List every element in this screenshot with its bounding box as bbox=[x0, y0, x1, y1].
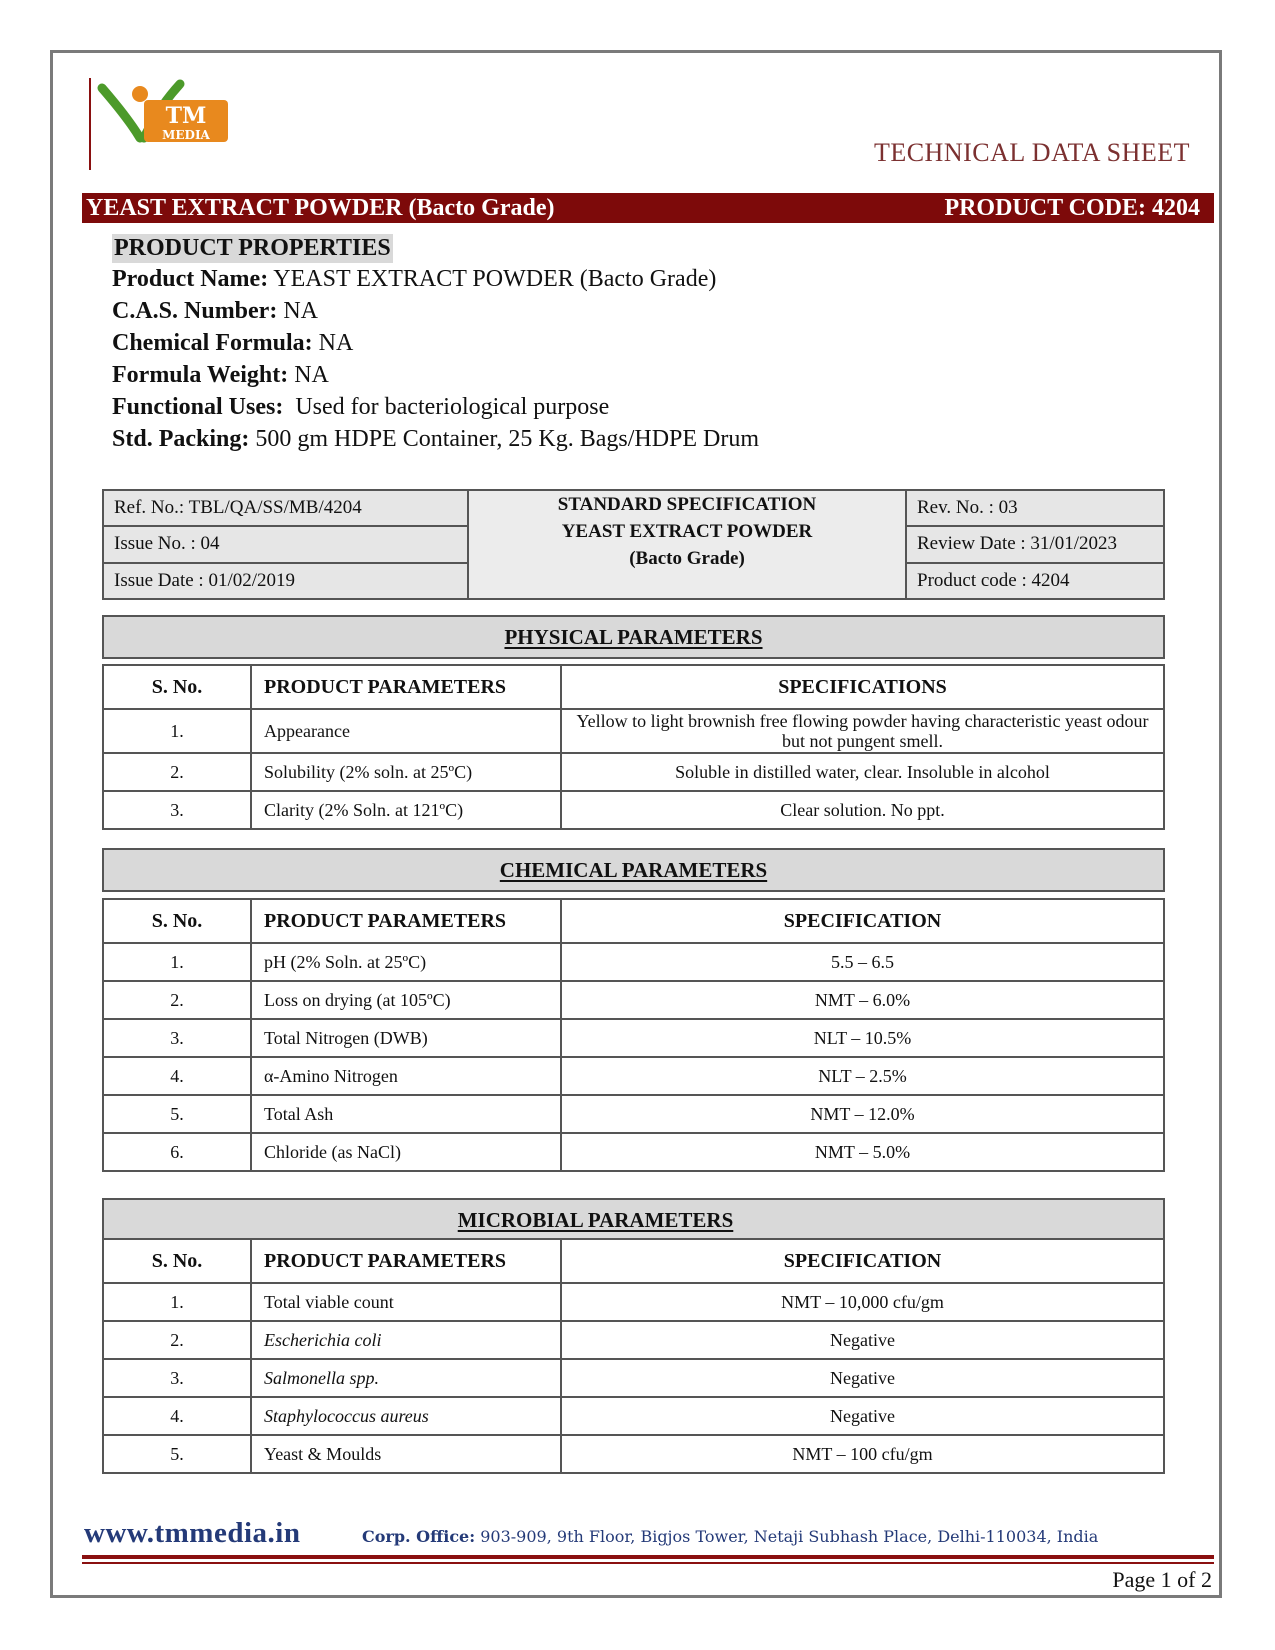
cell-specification: Negative bbox=[561, 1321, 1164, 1359]
cell-parameter: pH (2% Soln. at 25ºC) bbox=[251, 943, 561, 981]
property-value: Used for bacteriological purpose bbox=[295, 394, 610, 420]
microbial-title-text: MICROBIAL PARAMETERS bbox=[457, 1208, 734, 1232]
table-row bbox=[103, 981, 1164, 1019]
table-row bbox=[103, 1283, 1164, 1321]
cell-specification: NLT – 10.5% bbox=[561, 1019, 1164, 1057]
table-header-row bbox=[103, 665, 1164, 709]
cell-specification: Soluble in distilled water, clear. Insoluble in alcohol bbox=[561, 753, 1164, 791]
spec-title bbox=[468, 490, 906, 599]
footer-divider-thick bbox=[82, 1555, 1214, 1559]
cell-specification: NMT – 100 cfu/gm bbox=[561, 1435, 1164, 1473]
spec-header-table bbox=[102, 489, 1165, 600]
footer-office-address bbox=[362, 1527, 1098, 1546]
cell-sno: 4. bbox=[103, 1397, 251, 1435]
rev-no: Rev. No. : 03 bbox=[906, 490, 1164, 526]
cell-specification: Negative bbox=[561, 1397, 1164, 1435]
header-sno: S. No. bbox=[103, 1239, 251, 1283]
header-parameter: PRODUCT PARAMETERS bbox=[251, 1239, 561, 1283]
property-label: Formula Weight: bbox=[112, 362, 289, 388]
table-row bbox=[103, 943, 1164, 981]
cell-sno: 5. bbox=[103, 1095, 251, 1133]
footer-office-label: Corp. Office: bbox=[362, 1527, 476, 1546]
cell-sno: 1. bbox=[103, 709, 251, 753]
product-banner bbox=[82, 193, 1214, 223]
banner-product-name: YEAST EXTRACT POWDER (Bacto Grade) bbox=[86, 194, 555, 221]
cell-parameter: Total viable count bbox=[251, 1283, 561, 1321]
cell-parameter: Loss on drying (at 105ºC) bbox=[251, 981, 561, 1019]
cell-specification: NMT – 12.0% bbox=[561, 1095, 1164, 1133]
table-row bbox=[103, 1397, 1164, 1435]
physical-table bbox=[102, 664, 1165, 830]
tm-media-logo bbox=[88, 78, 248, 173]
table-row bbox=[103, 1019, 1164, 1057]
cell-parameter: Yeast & Moulds bbox=[251, 1435, 561, 1473]
microbial-table bbox=[102, 1238, 1165, 1474]
cell-sno: 4. bbox=[103, 1057, 251, 1095]
document-title: TECHNICAL DATA SHEET bbox=[873, 138, 1190, 167]
banner-product-code: PRODUCT CODE: 4204 bbox=[944, 194, 1200, 221]
spec-product-code: Product code : 4204 bbox=[906, 563, 1164, 599]
cell-parameter: Solubility (2% soln. at 25ºC) bbox=[251, 753, 561, 791]
cell-specification: NMT – 6.0% bbox=[561, 981, 1164, 1019]
property-label: C.A.S. Number: bbox=[112, 298, 278, 324]
cell-parameter: Clarity (2% Soln. at 121ºC) bbox=[251, 791, 561, 829]
cell-sno: 2. bbox=[103, 981, 251, 1019]
table-row bbox=[103, 1435, 1164, 1473]
cell-specification: 5.5 – 6.5 bbox=[561, 943, 1164, 981]
cell-sno: 6. bbox=[103, 1133, 251, 1171]
spec-title-line2: YEAST EXTRACT POWDER bbox=[561, 521, 813, 542]
cell-parameter: Salmonella spp. bbox=[251, 1359, 561, 1397]
property-label: Product Name: bbox=[112, 266, 269, 292]
property-value: NA bbox=[318, 330, 354, 356]
issue-no: Issue No. : 04 bbox=[103, 526, 468, 562]
header-sno: S. No. bbox=[103, 665, 251, 709]
table-row bbox=[103, 709, 1164, 753]
header-specification: SPECIFICATION bbox=[561, 1239, 1164, 1283]
cell-parameter: Chloride (as NaCl) bbox=[251, 1133, 561, 1171]
cell-parameter: Staphylococcus aureus bbox=[251, 1397, 561, 1435]
chemical-section-title bbox=[102, 848, 1165, 892]
table-header-row bbox=[103, 899, 1164, 943]
property-value: 500 gm HDPE Container, 25 Kg. Bags/HDPE Drum bbox=[255, 426, 760, 452]
cell-parameter: Appearance bbox=[251, 709, 561, 753]
header-parameter: PRODUCT PARAMETERS bbox=[251, 665, 561, 709]
physical-section-title bbox=[102, 615, 1165, 659]
logo-text-tm: TM bbox=[165, 103, 207, 129]
table-row bbox=[103, 1321, 1164, 1359]
cell-sno: 3. bbox=[103, 791, 251, 829]
header-specification: SPECIFICATION bbox=[561, 899, 1164, 943]
cell-sno: 5. bbox=[103, 1435, 251, 1473]
table-row bbox=[103, 791, 1164, 829]
cell-parameter: Total Ash bbox=[251, 1095, 561, 1133]
cell-sno: 1. bbox=[103, 943, 251, 981]
property-label: Std. Packing: bbox=[112, 426, 250, 452]
property-formula-weight bbox=[112, 359, 329, 391]
property-value: YEAST EXTRACT POWDER (Bacto Grade) bbox=[273, 266, 717, 292]
physical-title-text: PHYSICAL PARAMETERS bbox=[504, 625, 763, 649]
footer-website-link[interactable]: www.tmmedia.in bbox=[84, 1517, 301, 1549]
property-product-name bbox=[112, 263, 716, 295]
table-row bbox=[103, 1057, 1164, 1095]
table-row bbox=[103, 1359, 1164, 1397]
property-cas-number bbox=[112, 295, 318, 327]
cell-parameter: Escherichia coli bbox=[251, 1321, 561, 1359]
cell-sno: 2. bbox=[103, 753, 251, 791]
chemical-table bbox=[102, 898, 1165, 1172]
table-row bbox=[103, 753, 1164, 791]
cell-sno: 3. bbox=[103, 1019, 251, 1057]
cell-specification: NMT – 10,000 cfu/gm bbox=[561, 1283, 1164, 1321]
property-value: NA bbox=[283, 298, 318, 324]
table-header-row bbox=[103, 1239, 1164, 1283]
cell-specification: NMT – 5.0% bbox=[561, 1133, 1164, 1171]
chemical-title-text: CHEMICAL PARAMETERS bbox=[499, 858, 768, 882]
cell-specification: Clear solution. No ppt. bbox=[561, 791, 1164, 829]
table-row bbox=[103, 1133, 1164, 1171]
spec-title-line1: STANDARD SPECIFICATION bbox=[557, 494, 817, 515]
microbial-section-title bbox=[102, 1198, 1165, 1240]
logo-text-media: MEDIA bbox=[162, 128, 210, 142]
property-functional-uses bbox=[112, 391, 609, 423]
property-chemical-formula bbox=[112, 327, 353, 359]
cell-specification: Negative bbox=[561, 1359, 1164, 1397]
header-parameter: PRODUCT PARAMETERS bbox=[251, 899, 561, 943]
cell-sno: 3. bbox=[103, 1359, 251, 1397]
cell-parameter: Total Nitrogen (DWB) bbox=[251, 1019, 561, 1057]
review-date: Review Date : 31/01/2023 bbox=[906, 526, 1164, 562]
property-label: Functional Uses: bbox=[112, 394, 284, 420]
cell-sno: 1. bbox=[103, 1283, 251, 1321]
spec-title-line3: (Bacto Grade) bbox=[629, 548, 745, 569]
header-specification: SPECIFICATIONS bbox=[561, 665, 1164, 709]
properties-heading: PRODUCT PROPERTIES bbox=[114, 235, 391, 261]
footer-divider-thin bbox=[82, 1562, 1214, 1564]
cell-parameter: α-Amino Nitrogen bbox=[251, 1057, 561, 1095]
header-sno: S. No. bbox=[103, 899, 251, 943]
issue-date: Issue Date : 01/02/2019 bbox=[103, 563, 468, 599]
property-std-packing bbox=[112, 423, 759, 455]
table-row bbox=[103, 1095, 1164, 1133]
page-number: Page 1 of 2 bbox=[1112, 1567, 1212, 1592]
property-value: NA bbox=[294, 362, 329, 388]
cell-specification: NLT – 2.5% bbox=[561, 1057, 1164, 1095]
property-label: Chemical Formula: bbox=[112, 330, 313, 356]
ref-no: Ref. No.: TBL/QA/SS/MB/4204 bbox=[103, 490, 468, 526]
cell-specification: Yellow to light brownish free flowing powder having characteristic yeast odour but not pungent smell. bbox=[561, 709, 1164, 753]
footer-office-text: 903-909, 9th Floor, Bigjos Tower, Netaji Subhash Place, Delhi-110034, India bbox=[480, 1527, 1099, 1546]
cell-sno: 2. bbox=[103, 1321, 251, 1359]
